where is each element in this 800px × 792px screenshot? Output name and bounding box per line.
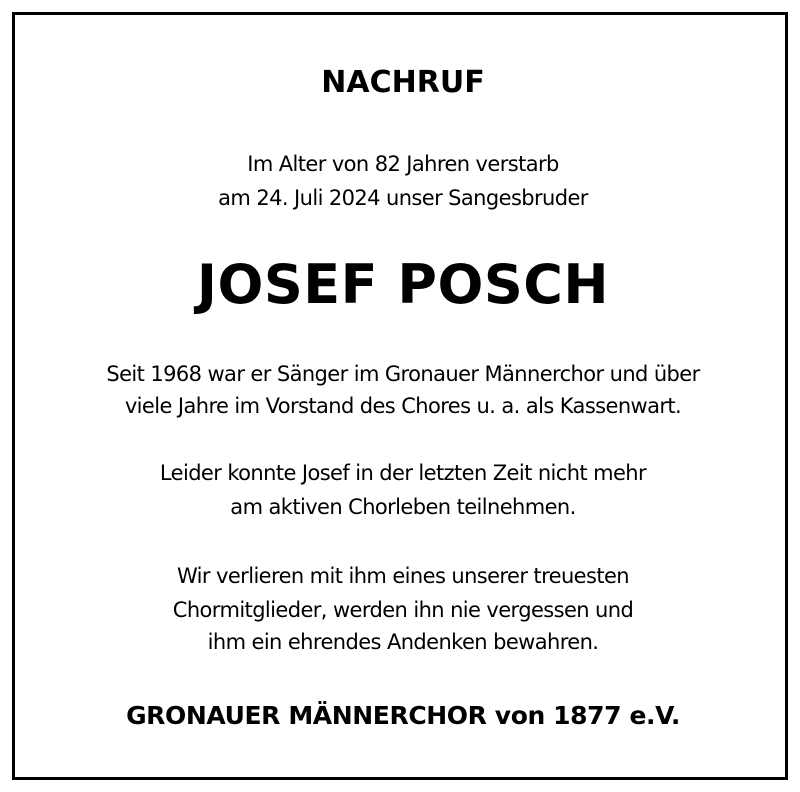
paragraph-3-line-3: ihm ein ehrendes Andenken bewahren. (207, 630, 599, 654)
paragraph-3-line-1: Wir verlieren mit ihm eines unserer treuesten (176, 564, 629, 588)
signature-organization: GRONAUER MÄNNERCHOR von 1877 e.V. (126, 701, 680, 730)
paragraph-1-line-1: Seit 1968 war er Sänger im Gronauer Männerchor und über (106, 362, 700, 386)
paragraph-3-line-2: Chormitglieder, werden ihn nie vergessen und (172, 598, 634, 622)
paragraph-1-line-2: viele Jahre im Vorstand des Chores u. a. als Kassenwart. (124, 394, 682, 418)
paragraph-2-line-2: am aktiven Chorleben teilnehmen. (230, 495, 576, 519)
paragraph-2-line-1: Leider konnte Josef in der letzten Zeit nicht mehr (159, 461, 647, 485)
intro-line-1: Im Alter von 82 Jahren verstarb (247, 152, 559, 176)
deceased-name: JOSEF POSCH (196, 253, 610, 316)
notice-heading: NACHRUF (321, 65, 485, 100)
obituary-notice (12, 12, 788, 780)
intro-line-2: am 24. Juli 2024 unser Sangesbruder (218, 186, 588, 210)
